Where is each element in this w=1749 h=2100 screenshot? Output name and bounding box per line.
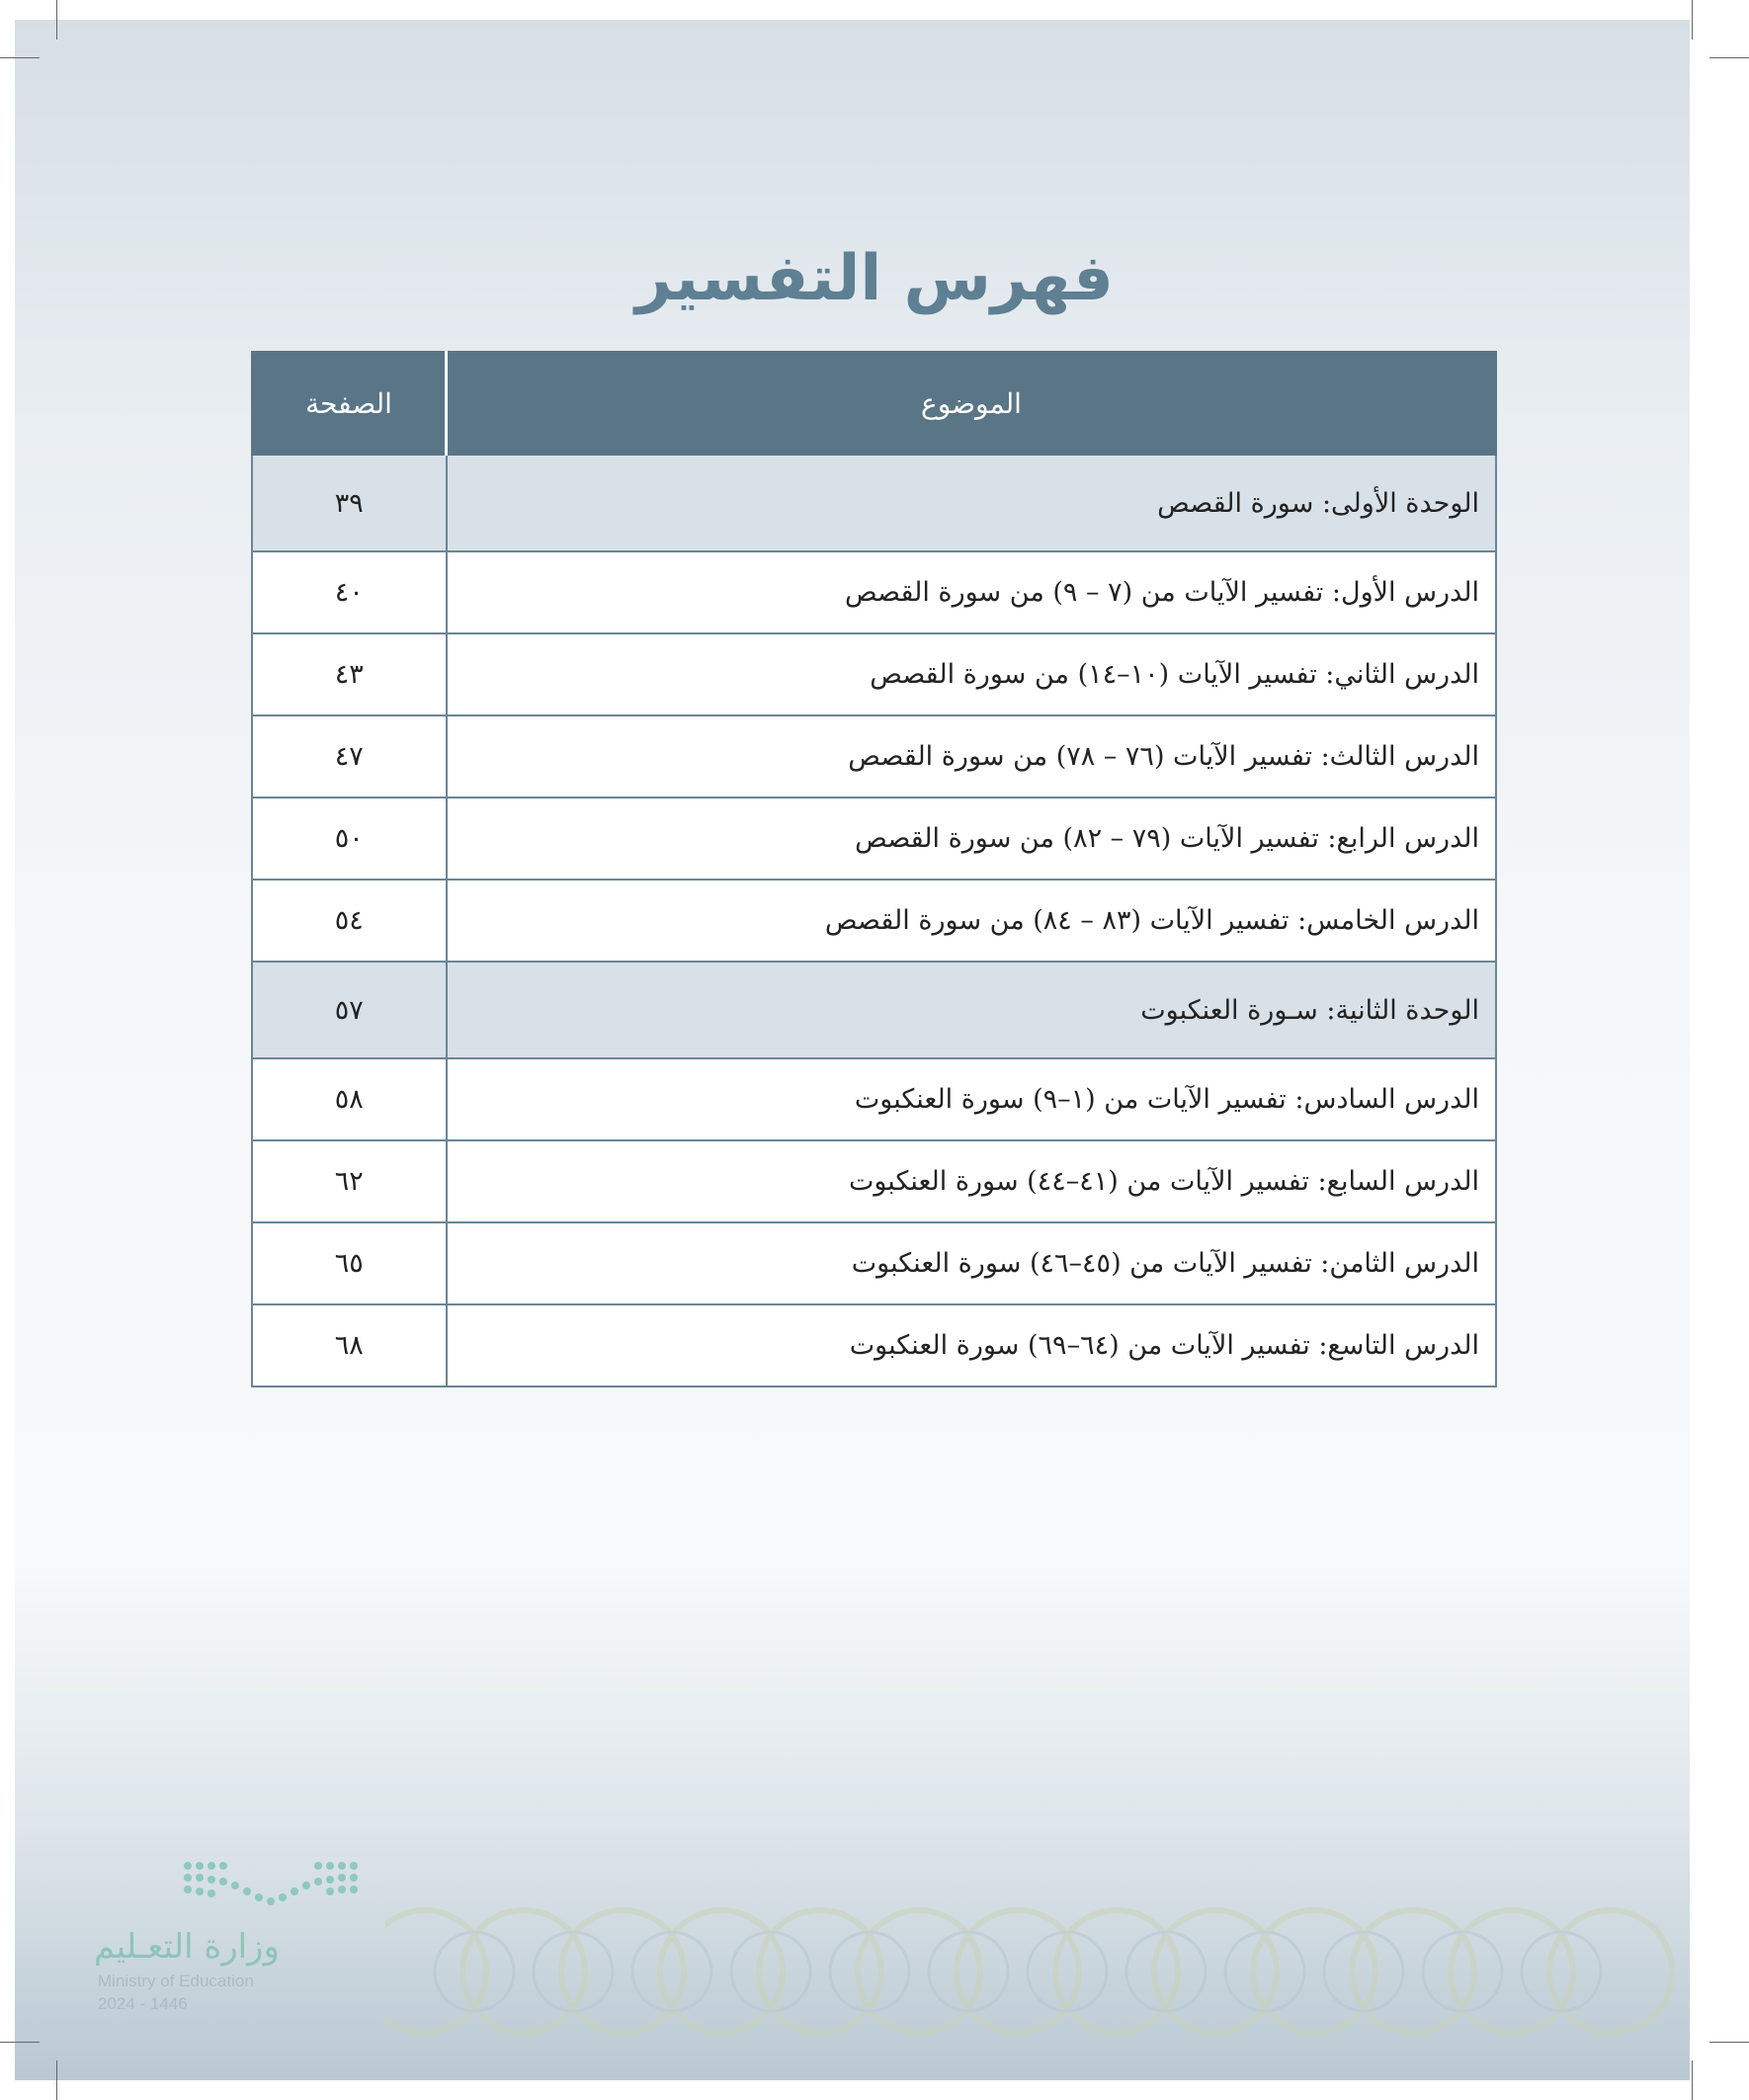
ministry-logo (94, 1858, 380, 2026)
lesson-row (252, 798, 1496, 880)
page-title: فهرس التفسير (635, 242, 1114, 315)
index-table (251, 351, 1497, 1387)
crop-mark (56, 2060, 57, 2100)
crop-mark (56, 0, 57, 40)
crop-mark (0, 57, 40, 58)
lesson-row (252, 880, 1496, 962)
row-page-number: ٤٧ (252, 715, 447, 798)
lesson-row (252, 1304, 1496, 1386)
row-topic: الوحدة الأولى: سورة القصص (447, 455, 1497, 551)
crop-mark (1692, 2060, 1693, 2100)
row-page-number: ٤٣ (252, 633, 447, 715)
crop-mark (1709, 2042, 1749, 2043)
row-topic: الدرس الخامس: تفسير الآيات (٨٣ – ٨٤) من سورة القصص (447, 880, 1497, 962)
row-topic: الدرس الرابع: تفسير الآيات (٧٩ – ٨٢) من سورة القصص (447, 798, 1497, 880)
row-topic: الدرس الثالث: تفسير الآيات (٧٦ – ٧٨) من سورة القصص (447, 715, 1497, 798)
lesson-row (252, 715, 1496, 798)
row-topic: الدرس الأول: تفسير الآيات من (٧ – ٩) من سورة القصص (447, 551, 1497, 633)
lesson-row (252, 1058, 1496, 1140)
row-page-number: ٥٠ (252, 798, 447, 880)
row-page-number: ٥٤ (252, 880, 447, 962)
lesson-row (252, 633, 1496, 715)
row-page-number: ٥٨ (252, 1058, 447, 1140)
row-page-number: ٥٧ (252, 962, 447, 1058)
logo-year-text: 2024 - 1446 (98, 1994, 188, 2013)
lesson-row (252, 1222, 1496, 1304)
logo-arabic-text: وزارة التعـليم (94, 1927, 280, 1967)
row-topic: الدرس التاسع: تفسير الآيات من (٦٤–٦٩) سورة العنكبوت (447, 1304, 1497, 1386)
row-page-number: ٦٨ (252, 1304, 447, 1386)
logo-dots-icon (178, 1858, 375, 1917)
header-page: الصفحة (252, 352, 447, 455)
unit-row (252, 455, 1496, 551)
row-page-number: ٦٥ (252, 1222, 447, 1304)
row-page-number: ٣٩ (252, 455, 447, 551)
lesson-row (252, 1140, 1496, 1222)
row-topic: الدرس السابع: تفسير الآيات من (٤١–٤٤) سورة العنكبوت (447, 1140, 1497, 1222)
lesson-row (252, 551, 1496, 633)
row-topic: الدرس السادس: تفسير الآيات من (١–٩) سورة العنكبوت (447, 1058, 1497, 1140)
crop-mark (1692, 0, 1693, 40)
row-page-number: ٤٠ (252, 551, 447, 633)
logo-english-text: Ministry of Education (98, 1972, 254, 1990)
crop-mark (0, 2042, 40, 2043)
row-topic: الدرس الثاني: تفسير الآيات (١٠–١٤) من سورة القصص (447, 633, 1497, 715)
islamic-ornament-border (385, 1878, 1690, 2065)
table-header-row (252, 352, 1496, 455)
row-topic: الدرس الثامن: تفسير الآيات من (٤٥–٤٦) سورة العنكبوت (447, 1222, 1497, 1304)
crop-mark (1709, 57, 1749, 58)
header-topic: الموضوع (447, 352, 1497, 455)
row-topic: الوحدة الثانية: سـورة العنكبوت (447, 962, 1497, 1058)
row-page-number: ٦٢ (252, 1140, 447, 1222)
unit-row (252, 962, 1496, 1058)
